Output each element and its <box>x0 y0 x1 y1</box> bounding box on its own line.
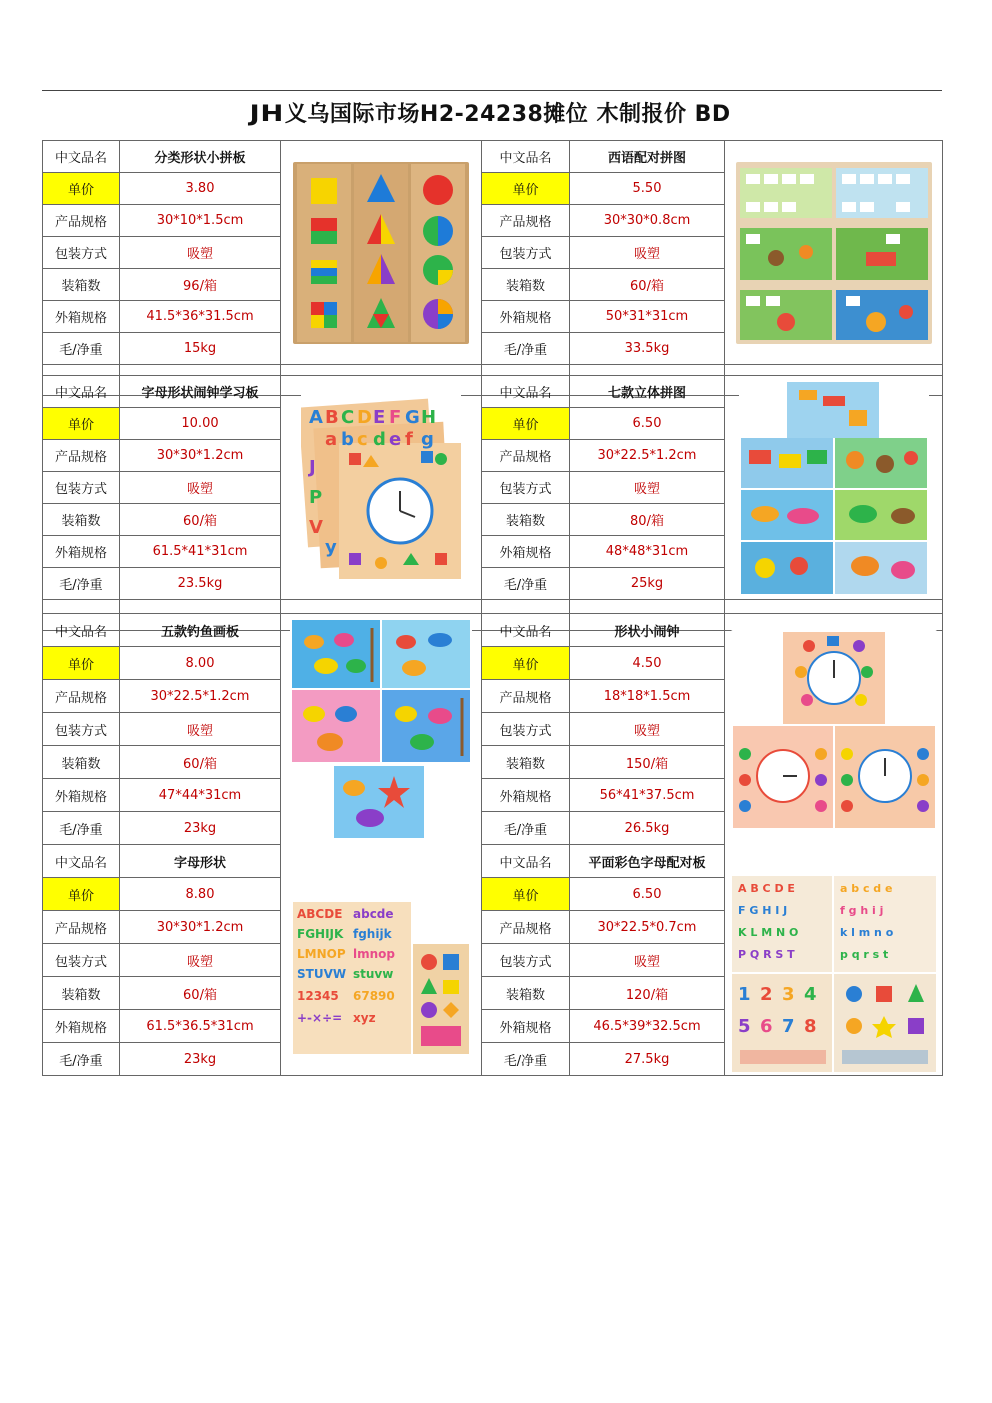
product-weight: 23kg <box>120 1043 281 1076</box>
product-spec: 30*30*1.2cm <box>120 440 281 472</box>
brand-logo: JH <box>249 102 285 127</box>
svg-text:STUVW: STUVW <box>297 967 347 981</box>
label-pack: 包装方式 <box>43 472 120 504</box>
fishing-board-photo <box>290 618 472 840</box>
title-text: 义乌国际市场H2-24238摊位 木制报价 BD <box>284 102 731 127</box>
svg-text:d: d <box>373 428 386 450</box>
label-price: 单价 <box>43 878 120 911</box>
svg-text:fghijk: fghijk <box>353 927 392 941</box>
label-name: 中文品名 <box>43 141 120 173</box>
product-pack: 吸塑 <box>570 713 725 746</box>
label-weight: 毛/净重 <box>482 812 570 845</box>
label-qty: 装箱数 <box>43 746 120 779</box>
label-qty: 装箱数 <box>43 977 120 1010</box>
label-spec: 产品规格 <box>43 440 120 472</box>
svg-text:7: 7 <box>781 1016 795 1037</box>
label-pack: 包装方式 <box>43 944 120 977</box>
product-weight: 33.5kg <box>570 333 725 365</box>
label-name: 中文品名 <box>482 141 570 173</box>
product-image-cell <box>281 614 482 1076</box>
svg-text:G: G <box>405 406 420 428</box>
svg-text:c: c <box>357 428 368 450</box>
shape-sorting-board-photo <box>293 162 469 344</box>
product-carton: 56*41*37.5cm <box>570 779 725 812</box>
svg-text:p q r s t: p q r s t <box>839 948 888 961</box>
svg-text:stuvw: stuvw <box>353 967 394 981</box>
product-spec: 30*22.5*0.7cm <box>570 911 725 944</box>
svg-text:A B C D E: A B C D E <box>737 882 795 895</box>
product-image-cell <box>281 376 482 600</box>
product-spec: 30*30*0.8cm <box>570 205 725 237</box>
label-pack: 包装方式 <box>43 237 120 269</box>
product-name: 形状小闹钟 <box>570 614 725 647</box>
label-name: 中文品名 <box>43 614 120 647</box>
svg-text:8: 8 <box>803 1016 817 1037</box>
product-name: 五款钓鱼画板 <box>120 614 281 647</box>
3d-puzzle-photo <box>739 380 929 596</box>
svg-text:2: 2 <box>759 984 773 1005</box>
label-name: 中文品名 <box>43 845 120 878</box>
label-price: 单价 <box>482 647 570 680</box>
page-title <box>42 92 942 138</box>
svg-text:e: e <box>389 428 402 450</box>
label-qty: 装箱数 <box>482 504 570 536</box>
product-pack: 吸塑 <box>570 944 725 977</box>
product-price: 6.50 <box>570 408 725 440</box>
product-price: 8.00 <box>120 647 281 680</box>
product-image-cell <box>725 376 943 600</box>
product-image-cell <box>725 141 943 365</box>
product-qty: 60/箱 <box>120 504 281 536</box>
svg-text:f: f <box>405 428 413 450</box>
svg-text:4: 4 <box>803 984 817 1005</box>
label-price: 单价 <box>482 878 570 911</box>
product-qty: 60/箱 <box>120 746 281 779</box>
product-weight: 26.5kg <box>570 812 725 845</box>
spanish-matching-puzzle-photo <box>736 162 932 344</box>
svg-text:abcde: abcde <box>353 907 394 921</box>
label-weight: 毛/净重 <box>43 333 120 365</box>
label-pack: 包装方式 <box>482 237 570 269</box>
svg-text:6: 6 <box>759 1016 773 1037</box>
product-qty: 60/箱 <box>120 977 281 1010</box>
svg-text:3: 3 <box>781 984 795 1005</box>
label-qty: 装箱数 <box>482 977 570 1010</box>
label-qty: 装箱数 <box>43 504 120 536</box>
alphabet-clock-board-photo <box>301 393 461 583</box>
product-pack: 吸塑 <box>570 472 725 504</box>
product-weight: 15kg <box>120 333 281 365</box>
label-carton: 外箱规格 <box>482 536 570 568</box>
svg-text:k l m n o: k l m n o <box>839 926 893 939</box>
svg-text:V: V <box>309 516 323 538</box>
svg-text:y: y <box>325 536 337 558</box>
product-qty: 60/箱 <box>570 269 725 301</box>
product-block-2 <box>42 375 943 631</box>
product-price: 4.50 <box>570 647 725 680</box>
product-carton: 41.5*36*31.5cm <box>120 301 281 333</box>
label-pack: 包装方式 <box>482 944 570 977</box>
label-weight: 毛/净重 <box>43 568 120 600</box>
svg-text:P: P <box>309 486 323 508</box>
product-qty: 96/箱 <box>120 269 281 301</box>
product-name: 字母形状闹钟学习板 <box>120 376 281 408</box>
label-name: 中文品名 <box>482 845 570 878</box>
svg-text:g: g <box>421 428 434 450</box>
product-name: 七款立体拼图 <box>570 376 725 408</box>
svg-text:B: B <box>325 406 339 428</box>
product-block-3 <box>42 613 943 1076</box>
svg-text:a b c d e: a b c d e <box>839 882 892 895</box>
product-spec: 30*22.5*1.2cm <box>570 440 725 472</box>
svg-text:+-×÷=: +-×÷= <box>297 1011 343 1025</box>
svg-text:J: J <box>309 456 316 478</box>
svg-text:K L M N O: K L M N O <box>737 926 798 939</box>
product-pack: 吸塑 <box>120 237 281 269</box>
product-name: 平面彩色字母配对板 <box>570 845 725 878</box>
svg-text:FGHIJK: FGHIJK <box>297 927 344 941</box>
svg-text:f g h i j: f g h i j <box>839 904 883 917</box>
label-carton: 外箱规格 <box>43 1010 120 1043</box>
product-price: 3.80 <box>120 173 281 205</box>
product-pack: 吸塑 <box>120 472 281 504</box>
product-pack: 吸塑 <box>120 713 281 746</box>
label-qty: 装箱数 <box>482 746 570 779</box>
product-spec: 30*30*1.2cm <box>120 911 281 944</box>
product-carton: 46.5*39*32.5cm <box>570 1010 725 1043</box>
label-weight: 毛/净重 <box>43 812 120 845</box>
label-pack: 包装方式 <box>482 472 570 504</box>
product-price: 8.80 <box>120 878 281 911</box>
label-spec: 产品规格 <box>43 911 120 944</box>
product-weight: 25kg <box>570 568 725 600</box>
label-carton: 外箱规格 <box>43 779 120 812</box>
svg-text:lmnop: lmnop <box>353 947 395 961</box>
svg-text:C: C <box>341 406 355 428</box>
product-image-cell <box>281 141 482 365</box>
label-price: 单价 <box>43 173 120 205</box>
product-price: 6.50 <box>570 878 725 911</box>
product-weight: 27.5kg <box>570 1043 725 1076</box>
svg-text:5: 5 <box>737 1016 751 1037</box>
svg-text:12345: 12345 <box>297 989 339 1003</box>
label-weight: 毛/净重 <box>482 568 570 600</box>
label-spec: 产品规格 <box>482 911 570 944</box>
label-weight: 毛/净重 <box>482 1043 570 1076</box>
svg-text:F G H I J: F G H I J <box>737 904 787 917</box>
label-price: 单价 <box>482 173 570 205</box>
label-name: 中文品名 <box>43 376 120 408</box>
svg-text:67890: 67890 <box>353 989 395 1003</box>
label-carton: 外箱规格 <box>482 779 570 812</box>
label-weight: 毛/净重 <box>482 333 570 365</box>
label-spec: 产品规格 <box>43 680 120 713</box>
svg-text:1: 1 <box>737 984 751 1005</box>
label-carton: 外箱规格 <box>43 536 120 568</box>
product-name: 分类形状小拼板 <box>120 141 281 173</box>
svg-text:xyz: xyz <box>353 1011 376 1025</box>
label-weight: 毛/净重 <box>43 1043 120 1076</box>
product-block-1 <box>42 140 943 396</box>
svg-text:A: A <box>309 406 323 428</box>
product-price: 10.00 <box>120 408 281 440</box>
product-carton: 47*44*31cm <box>120 779 281 812</box>
svg-text:b: b <box>341 428 354 450</box>
label-qty: 装箱数 <box>482 269 570 301</box>
label-carton: 外箱规格 <box>482 1010 570 1043</box>
label-spec: 产品规格 <box>482 440 570 472</box>
product-weight: 23kg <box>120 812 281 845</box>
label-carton: 外箱规格 <box>43 301 120 333</box>
label-spec: 产品规格 <box>43 205 120 237</box>
label-price: 单价 <box>482 408 570 440</box>
color-letter-matching-photo <box>730 874 938 1074</box>
product-name: 字母形状 <box>120 845 281 878</box>
top-rule <box>42 90 942 91</box>
product-qty: 120/箱 <box>570 977 725 1010</box>
svg-text:H: H <box>421 406 437 428</box>
alphabet-shapes-photo <box>291 900 471 1056</box>
svg-text:LMNOP: LMNOP <box>297 947 346 961</box>
product-pack: 吸塑 <box>120 944 281 977</box>
svg-text:ABCDE: ABCDE <box>297 907 343 921</box>
product-pack: 吸塑 <box>570 237 725 269</box>
label-pack: 包装方式 <box>482 713 570 746</box>
label-qty: 装箱数 <box>43 269 120 301</box>
svg-text:D: D <box>357 406 372 428</box>
product-qty: 150/箱 <box>570 746 725 779</box>
product-carton: 61.5*41*31cm <box>120 536 281 568</box>
shape-clock-photo <box>731 630 937 830</box>
label-spec: 产品规格 <box>482 205 570 237</box>
product-carton: 50*31*31cm <box>570 301 725 333</box>
product-spec: 18*18*1.5cm <box>570 680 725 713</box>
label-name: 中文品名 <box>482 376 570 408</box>
svg-text:E: E <box>373 406 386 428</box>
product-carton: 61.5*36.5*31cm <box>120 1010 281 1043</box>
product-price: 5.50 <box>570 173 725 205</box>
product-qty: 80/箱 <box>570 504 725 536</box>
product-spec: 30*10*1.5cm <box>120 205 281 237</box>
product-image-cell <box>725 614 943 1076</box>
product-weight: 23.5kg <box>120 568 281 600</box>
svg-text:F: F <box>389 406 402 428</box>
product-spec: 30*22.5*1.2cm <box>120 680 281 713</box>
svg-text:a: a <box>325 428 338 450</box>
label-price: 单价 <box>43 647 120 680</box>
label-price: 单价 <box>43 408 120 440</box>
label-spec: 产品规格 <box>482 680 570 713</box>
product-carton: 48*48*31cm <box>570 536 725 568</box>
product-name: 西语配对拼图 <box>570 141 725 173</box>
svg-text:P Q R S T: P Q R S T <box>737 948 795 961</box>
label-carton: 外箱规格 <box>482 301 570 333</box>
label-name: 中文品名 <box>482 614 570 647</box>
label-pack: 包装方式 <box>43 713 120 746</box>
